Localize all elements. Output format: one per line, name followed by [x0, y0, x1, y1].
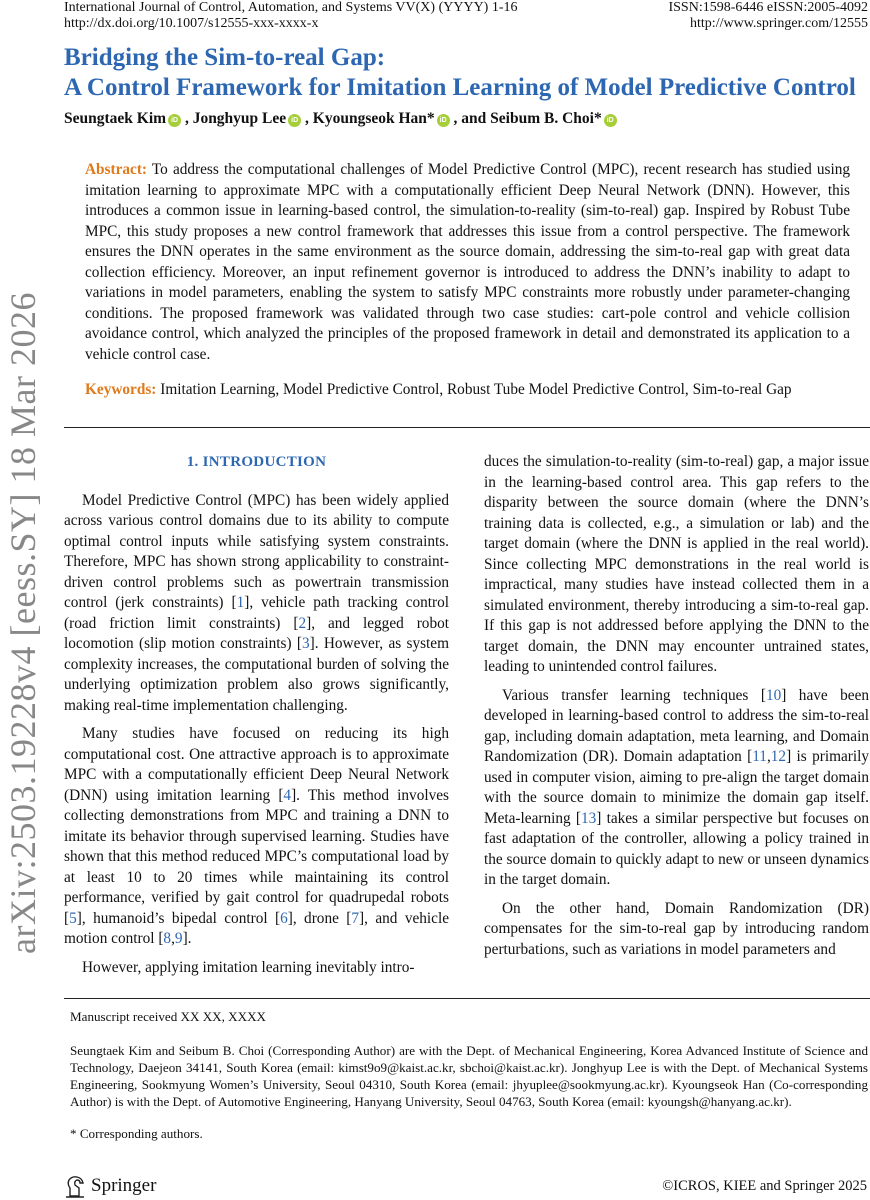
citation-link[interactable]: 13	[580, 809, 597, 827]
title-line-2: A Control Framework for Imitation Learning of Model Predictive Control	[64, 74, 856, 101]
paragraph: Many studies have focused on reducing its high computational cost. One attractive approach is to approximate MPC with a computationally efficient Deep Neural Network (DNN) using imitation learning [4]. This method involves collecting demonstrations from MPC and training a DNN to imitate its behavior through supervised learning. Studies have shown that this method reduced MPC’s computational load by at least 10 to 20 times while maintaining its control performance, verified by gait control for quadrupedal robots [5], humanoid’s bipedal control [6], drone [7], and vehicle motion control [8,9].	[64, 725, 450, 947]
citation-link[interactable]: 10	[765, 686, 782, 704]
author-separator: ,	[301, 110, 313, 127]
corresponding-note: * Corresponding authors.	[70, 1126, 203, 1141]
author-separator: , and	[449, 110, 491, 127]
footnote-divider	[64, 998, 870, 999]
paragraph: However, applying imitation learning inevitably intro-	[82, 958, 415, 976]
issn: ISSN:1598-6446 eISSN:2005-4092	[668, 0, 868, 15]
citation-link[interactable]: 12	[770, 748, 787, 765]
paper-title	[64, 43, 870, 103]
citation-link[interactable]: 5	[69, 909, 77, 927]
orcid-icon[interactable]: iD	[437, 114, 450, 127]
running-header	[64, 0, 868, 32]
paragraph: Various transfer learning techniques [10] have been developed in learning-based control to address the sim-to-real gap, including domain adaptation, meta learning, and Domain Randomization (DR). Domain adaptation [11,12] is primarily used in computer vision, aiming to pre-align the target domain with the source domain to minimize the domain gap itself. Meta-learning [13] takes a similar perspective but focuses on fast adaptation of the controller, allowing a policy trained in the source domain to quickly adapt to new or unseen dynamics in the target domain.	[484, 686, 870, 888]
keywords-label: Keywords:	[85, 381, 157, 398]
citation-link[interactable]: 2	[298, 614, 307, 632]
horse-icon	[64, 1174, 86, 1198]
title-line-1: Bridging the Sim-to-real Gap:	[64, 44, 386, 71]
citation-link[interactable]: 3	[301, 635, 310, 652]
orcid-icon[interactable]: iD	[288, 114, 301, 127]
citation-link[interactable]: 8	[163, 930, 172, 947]
arxiv-sidebar	[0, 292, 46, 954]
author-name: Kyoungseok Han*	[312, 110, 435, 127]
paragraph: duces the simulation-to-reality (sim-to-real) gap, a major issue in the learning-based control area. This gap refers to the disparity between the source domain (where the DNN’s training data is collected, e.g., a simulation or lab) and the target domain (where the DNN is applied in the real world). Since collecting MPC demonstrations in the real world is impractical, many studies have instead collected them in a simulated environment, thereby introducing a sim-to-real gap. If this gap is not addressed before applying the DNN to the target domain, the DNN may encounter untrained states, leading to unintended control failures.	[484, 453, 869, 675]
citation-link[interactable]: 9	[174, 930, 183, 947]
doi-link[interactable]: http://dx.doi.org/10.1007/s12555-xxx-xxxx-x	[64, 16, 319, 31]
section-heading: 1. INTRODUCTION	[186, 454, 327, 470]
author-separator: ,	[181, 110, 193, 127]
journal-url[interactable]: http://www.springer.com/12555	[690, 16, 868, 31]
copyright: ©ICROS, KIEE and Springer 2025	[662, 1178, 867, 1194]
abstract-label: Abstract:	[85, 161, 148, 178]
section-divider	[64, 427, 870, 428]
citation-link[interactable]: 1	[236, 594, 245, 611]
keywords-text: Imitation Learning, Model Predictive Control, Robust Tube Model Predictive Control, Sim-to-real Gap	[160, 381, 792, 398]
arxiv-id: arXiv:2503.19228v4 [eess.SY] 18 Mar 2026	[3, 292, 43, 954]
abstract	[85, 160, 850, 365]
orcid-icon[interactable]: iD	[604, 114, 617, 127]
paragraph: Model Predictive Control (MPC) has been widely applied across various control domains due to its ability to compute optimal control inputs while satisfying system constraints. Therefore, MPC has shown strong applicability to constraint-driven control problems such as powertrain transmission control (jerk constraints) [1], vehicle path tracking control (road friction limit constraints) [2], and legged robot locomotion (slip motion constraints) [3]. However, as system complexity increases, the computational burden of solving the underlying optimization problem also grows significantly, making real-time implementation challenging.	[64, 491, 450, 714]
citation-link[interactable]: 4	[283, 786, 292, 804]
citation-link[interactable]: 11	[752, 748, 767, 765]
citation-link[interactable]: 7	[351, 909, 360, 927]
author-list	[64, 110, 617, 128]
orcid-icon[interactable]: iD	[168, 114, 181, 127]
citation-link[interactable]: 6	[280, 909, 288, 927]
right-column	[484, 452, 869, 968]
affiliations-note: Seungtaek Kim and Seibum B. Choi (Corresponding Author) are with the Dept. of Mechanical Engineering, Korea Advanced Institute of Science and Technology, Daejeon 34141, South Korea (email: kimst9o9@kaist.ac.kr, sbchoi@kaist.ac.kr). Jonghyup Lee is with the Dept. of Mechanical Systems Engineering, Sookmyung Women’s University, Seoul 04310, South Korea (email: jhyuplee@sookmyung.ac.kr). Kyoungseok Han (Co-corresponding Author) is with the Dept. of Automotive Engineering, Hanyang University, Seoul 04763, South Korea (email: kyoungsh@hanyang.ac.kr).	[70, 1043, 868, 1109]
paragraph: On the other hand, Domain Randomization (DR) compensates for the sim-to-real gap by introducing random perturbations, such as variations in model parameters and	[484, 899, 869, 958]
publisher-name: Springer	[91, 1175, 157, 1196]
received-note: Manuscript received XX XX, XXXX	[70, 1009, 266, 1024]
springer-logo	[64, 1174, 156, 1198]
author-name: Jonghyup Lee	[192, 110, 287, 127]
journal-name: International Journal of Control, Automation, and Systems VV(X) (YYYY) 1-16	[64, 0, 518, 15]
keywords	[85, 380, 860, 400]
author-name: Seibum B. Choi*	[490, 110, 602, 127]
abstract-text: To address the computational challenges of Model Predictive Control (MPC), recent research has studied using imitation learning to approximate MPC with a computationally efficient Deep Neural Network (DNN). However, this introduces a common issue in learning-based control, the simulation-to-reality (sim-to-real) gap. Inspired by Robust Tube MPC, this study proposes a new control framework that addresses this issue from a control perspective. The framework ensures the DNN operates in the same environment as the source domain, addressing the sim-to-real gap with great data collection efficiency. Moreover, an input refinement governor is introduced to address the DNN’s inability to adapt to variations in model parameters, enabling the system to satisfy MPC constraints more robustly under parameter-changing conditions. The proposed framework was validated through two case studies: cart-pole control and vehicle collision avoidance control, which analyzed the principles of the proposed framework in detail and demonstrated its application to a vehicle control case.	[85, 161, 850, 363]
left-column	[64, 452, 449, 986]
author-name: Seungtaek Kim	[64, 110, 167, 127]
